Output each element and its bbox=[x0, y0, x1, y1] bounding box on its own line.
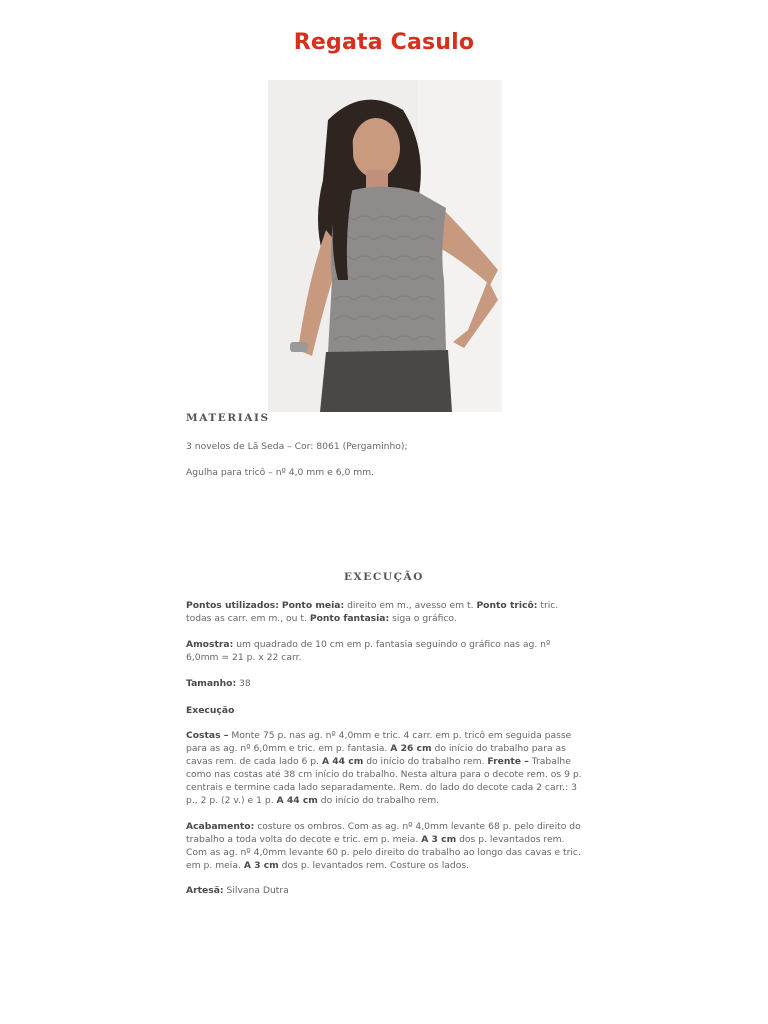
front-text-1: Trabalhe como nas costas até 38 cm início do trabalho. Nesta altura para o decote rem. os 9 p. centrais e termine cada lado separadamente. Rem. do lado do decote cada 2 carr.: 3 p., 2 p. (2 v.) e 1 p. bbox=[186, 756, 582, 806]
artisan-paragraph bbox=[186, 884, 584, 897]
size-value: 38 bbox=[239, 678, 251, 689]
swatch-paragraph bbox=[186, 638, 584, 664]
back-text-3: do início do trabalho rem. bbox=[366, 756, 485, 767]
ponto-fantasia-text: siga o gráfico. bbox=[392, 613, 457, 624]
ponto-trico-text: tric. todas as carr. em m., ou t. bbox=[186, 600, 559, 624]
front-text-2: do início do trabalho rem. bbox=[320, 795, 440, 806]
execution-subheading bbox=[186, 704, 584, 717]
back-measure-2: A 44 cm bbox=[321, 756, 364, 767]
back-text-1: Monte 75 p. nas ag. nº 4,0mm e tric. 4 carr. em p. tricô em seguida passe para as ag. nº 6,0mm e tric. em p. fantasia. bbox=[186, 730, 572, 754]
front-label: Frente – bbox=[487, 756, 529, 767]
finishing-measure-1: A 3 cm bbox=[421, 834, 457, 845]
front-measure: A 44 cm bbox=[276, 795, 318, 806]
stitches-label: Pontos utilizados: bbox=[186, 600, 279, 611]
finishing-label: Acabamento: bbox=[186, 821, 255, 832]
materials-item: 3 novelos de Lã Seda – Cor: 8061 (Pergaminho); bbox=[186, 441, 408, 452]
size-paragraph bbox=[186, 677, 584, 690]
execution-heading: EXECUÇÃO bbox=[343, 571, 425, 583]
back-label: Costas – bbox=[186, 730, 229, 741]
materials-heading: MATERIAIS bbox=[186, 412, 270, 424]
execution-subheading-text: Execução bbox=[186, 705, 235, 716]
stitches-paragraph bbox=[186, 599, 584, 625]
ponto-meia-label: Ponto meia: bbox=[281, 600, 345, 611]
finishing-text-2: dos p. levantados rem. Com as ag. nº 4,0mm levante 60 p. pelo direito do trabalho ao longo das cavas e tric. em p. meia. bbox=[186, 834, 581, 871]
artisan-label: Artesã: bbox=[186, 885, 224, 896]
ponto-fantasia-label: Ponto fantasia: bbox=[309, 613, 390, 624]
ponto-meia-text: direito em m., avesso em t. bbox=[347, 600, 474, 611]
back-front-paragraph bbox=[186, 729, 584, 807]
ponto-trico-label: Ponto tricô: bbox=[476, 600, 538, 611]
artisan-name: Silvana Dutra bbox=[226, 885, 289, 896]
size-label: Tamanho: bbox=[186, 678, 237, 689]
finishing-text-1: costure os ombros. Com as ag. nº 4,0mm levante 68 p. pelo direito do trabalho a toda volta do decote e tric. em p. meia. bbox=[186, 821, 581, 845]
swatch-text: um quadrado de 10 cm em p. fantasia seguindo o gráfico nas ag. nº 6,0mm = 21 p. x 22 carr. bbox=[186, 639, 551, 663]
product-photo bbox=[268, 80, 502, 412]
finishing-text-3: dos p. levantados rem. Costure os lados. bbox=[281, 860, 470, 871]
materials-item: Agulha para tricô – nº 4,0 mm e 6,0 mm. bbox=[186, 467, 375, 478]
finishing-paragraph bbox=[186, 820, 584, 872]
page-title: Regata Casulo bbox=[293, 30, 475, 55]
back-measure-1: A 26 cm bbox=[390, 743, 432, 754]
swatch-label: Amostra: bbox=[186, 639, 234, 650]
model-wearing-top-image bbox=[268, 80, 502, 412]
finishing-measure-2: A 3 cm bbox=[243, 860, 279, 871]
back-text-2: do início do trabalho para as cavas rem. de cada lado 6 p. bbox=[186, 743, 566, 767]
